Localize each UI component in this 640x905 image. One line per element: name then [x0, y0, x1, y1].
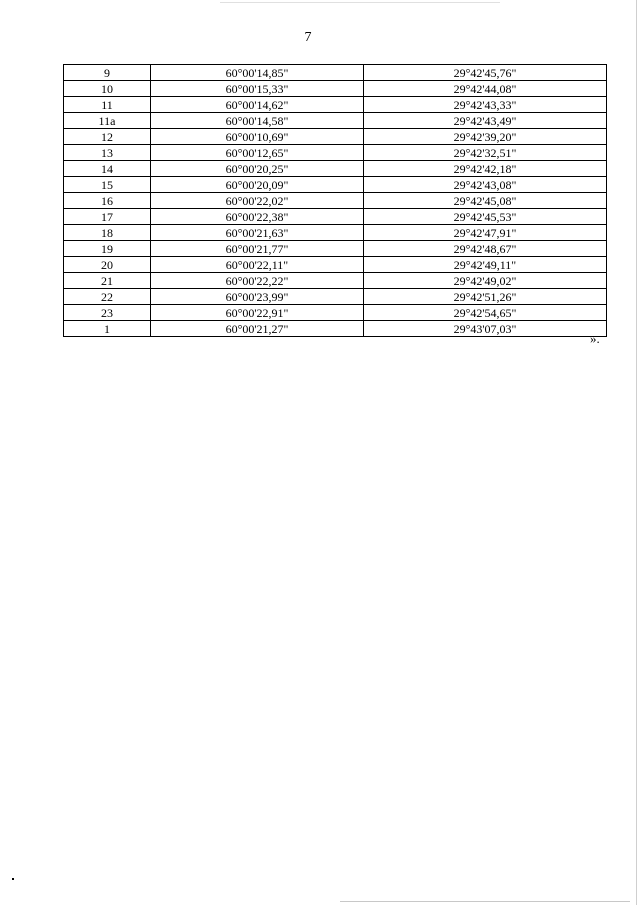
- table-row: [64, 177, 607, 193]
- latitude-cell: 60°00'23,99": [151, 289, 364, 305]
- point-number-cell: 1: [64, 321, 151, 337]
- latitude-cell: 60°00'21,77": [151, 241, 364, 257]
- longitude-cell: 29°42'44,08": [364, 81, 607, 97]
- latitude-cell: 60°00'22,38": [151, 209, 364, 225]
- point-number-cell: 20: [64, 257, 151, 273]
- latitude-cell: 60°00'12,65": [151, 145, 364, 161]
- point-number-cell: 9: [64, 65, 151, 81]
- coordinates-table: [63, 64, 607, 337]
- latitude-cell: 60°00'21,63": [151, 225, 364, 241]
- scan-edge-right: [636, 0, 637, 905]
- longitude-cell: 29°42'47,91": [364, 225, 607, 241]
- longitude-cell: 29°42'32,51": [364, 145, 607, 161]
- table-row: [64, 161, 607, 177]
- table-row: [64, 113, 607, 129]
- point-number-cell: 12: [64, 129, 151, 145]
- table-row: [64, 273, 607, 289]
- table-row: [64, 321, 607, 337]
- latitude-cell: 60°00'20,25": [151, 161, 364, 177]
- point-number-cell: 18: [64, 225, 151, 241]
- latitude-cell: 60°00'14,62": [151, 97, 364, 113]
- table-row: [64, 97, 607, 113]
- table-row: [64, 289, 607, 305]
- point-number-cell: 16: [64, 193, 151, 209]
- longitude-cell: 29°42'51,26": [364, 289, 607, 305]
- latitude-cell: 60°00'22,11": [151, 257, 364, 273]
- scan-speck: [12, 878, 14, 880]
- page-number: 7: [304, 30, 312, 45]
- scan-edge-top: [220, 2, 500, 3]
- table-row: [64, 145, 607, 161]
- point-number-cell: 23: [64, 305, 151, 321]
- latitude-cell: 60°00'22,02": [151, 193, 364, 209]
- table-row: [64, 257, 607, 273]
- longitude-cell: 29°43'07,03": [364, 321, 607, 337]
- point-number-cell: 11: [64, 97, 151, 113]
- longitude-cell: 29°42'45,76": [364, 65, 607, 81]
- longitude-cell: 29°42'49,02": [364, 273, 607, 289]
- latitude-cell: 60°00'15,33": [151, 81, 364, 97]
- table-row: [64, 81, 607, 97]
- point-number-cell: 14: [64, 161, 151, 177]
- latitude-cell: 60°00'10,69": [151, 129, 364, 145]
- point-number-cell: 17: [64, 209, 151, 225]
- point-number-cell: 21: [64, 273, 151, 289]
- longitude-cell: 29°42'54,65": [364, 305, 607, 321]
- table-row: [64, 209, 607, 225]
- latitude-cell: 60°00'22,22": [151, 273, 364, 289]
- longitude-cell: 29°42'43,49": [364, 113, 607, 129]
- point-number-cell: 15: [64, 177, 151, 193]
- latitude-cell: 60°00'20,09": [151, 177, 364, 193]
- longitude-cell: 29°42'43,33": [364, 97, 607, 113]
- closing-quote-mark: ».: [590, 331, 600, 346]
- table-row: [64, 65, 607, 81]
- longitude-cell: 29°42'39,20": [364, 129, 607, 145]
- longitude-cell: 29°42'45,08": [364, 193, 607, 209]
- table-row: [64, 305, 607, 321]
- point-number-cell: 22: [64, 289, 151, 305]
- latitude-cell: 60°00'14,85": [151, 65, 364, 81]
- point-number-cell: 11а: [64, 113, 151, 129]
- table-row: [64, 241, 607, 257]
- longitude-cell: 29°42'45,53": [364, 209, 607, 225]
- point-number-cell: 19: [64, 241, 151, 257]
- point-number-cell: 13: [64, 145, 151, 161]
- latitude-cell: 60°00'22,91": [151, 305, 364, 321]
- table-row: [64, 225, 607, 241]
- coordinates-table-body: [64, 65, 607, 337]
- latitude-cell: 60°00'21,27": [151, 321, 364, 337]
- longitude-cell: 29°42'48,67": [364, 241, 607, 257]
- scan-edge-bottom: [340, 901, 630, 902]
- point-number-cell: 10: [64, 81, 151, 97]
- latitude-cell: 60°00'14,58": [151, 113, 364, 129]
- longitude-cell: 29°42'43,08": [364, 177, 607, 193]
- table-row: [64, 193, 607, 209]
- table-row: [64, 129, 607, 145]
- longitude-cell: 29°42'49,11": [364, 257, 607, 273]
- longitude-cell: 29°42'42,18": [364, 161, 607, 177]
